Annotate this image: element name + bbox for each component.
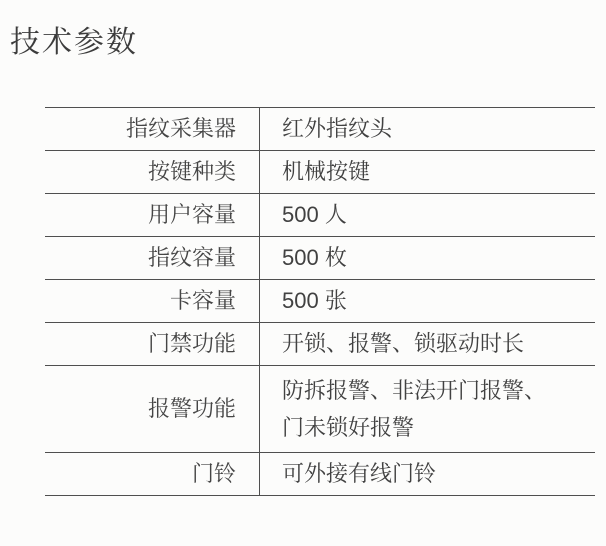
spec-value: 机械按键 (282, 159, 371, 185)
table-row (45, 366, 595, 453)
table-row (45, 323, 595, 366)
spec-label: 报警功能 (45, 366, 260, 452)
table-row (45, 151, 595, 194)
spec-value-line: 门未锁好报警 (282, 415, 415, 440)
spec-value: 开锁、报警、锁驱动时长 (282, 331, 525, 357)
spec-value: 500 张 (282, 288, 347, 314)
page-title: 技术参数 (10, 26, 138, 59)
table-row (45, 237, 595, 280)
spec-label: 指纹采集器 (45, 108, 260, 150)
spec-value: 500 人 (282, 202, 347, 228)
spec-label: 卡容量 (45, 280, 260, 322)
spec-label: 指纹容量 (45, 237, 260, 279)
table-row (45, 108, 595, 151)
table-row (45, 194, 595, 237)
table-row (45, 280, 595, 323)
spec-value: 可外接有线门铃 (282, 461, 437, 487)
spec-table (45, 107, 595, 496)
spec-label: 用户容量 (45, 194, 260, 236)
spec-value: 500 枚 (282, 245, 347, 271)
spec-label: 门禁功能 (45, 323, 260, 365)
spec-label: 门铃 (45, 453, 260, 495)
spec-value: 红外指纹头 (282, 116, 393, 142)
table-row (45, 453, 595, 496)
spec-label: 按键种类 (45, 151, 260, 193)
spec-value (260, 366, 595, 452)
spec-value-line: 防拆报警、非法开门报警、 (282, 378, 547, 403)
